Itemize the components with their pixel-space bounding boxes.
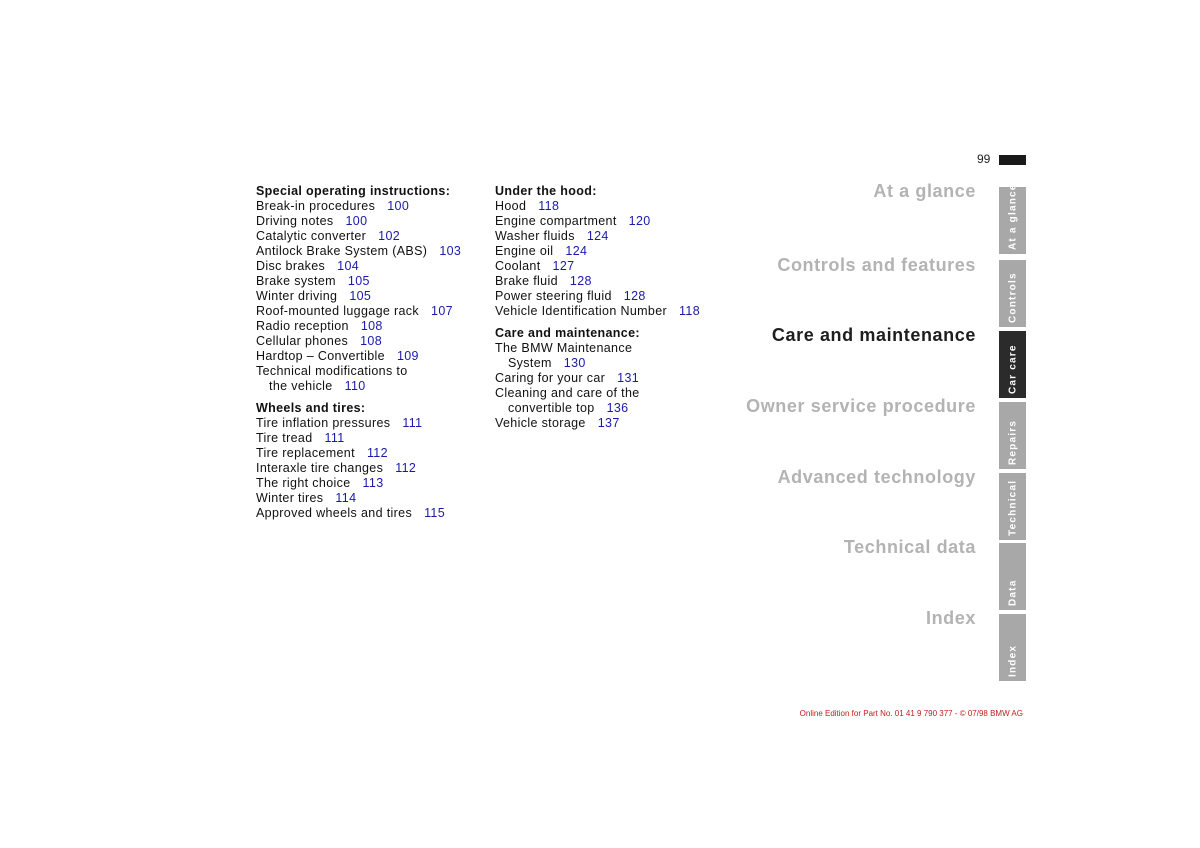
tab-car-care[interactable] bbox=[999, 331, 1026, 398]
tab-label: Car care bbox=[1007, 344, 1018, 394]
page-reference-link[interactable]: 109 bbox=[396, 349, 419, 363]
section-heading: Under the hood: bbox=[495, 184, 597, 198]
page-reference-link[interactable]: 130 bbox=[563, 356, 586, 370]
entry-text: Roof-mounted luggage rack bbox=[256, 304, 420, 318]
tab-label: Controls bbox=[1007, 272, 1018, 323]
entry-text: Tire tread bbox=[256, 431, 313, 445]
page-reference-link[interactable]: 131 bbox=[617, 371, 640, 385]
index-entry[interactable] bbox=[256, 259, 486, 274]
tab-label: At a glance bbox=[1007, 183, 1018, 250]
entry-continuation-text: System bbox=[508, 356, 552, 370]
entry-text: Approved wheels and tires bbox=[256, 506, 413, 520]
entry-text: Technical modifications to bbox=[256, 364, 408, 378]
index-entry[interactable] bbox=[256, 304, 486, 319]
entry-text: Interaxle tire changes bbox=[256, 461, 384, 475]
tab-at-a-glance[interactable] bbox=[999, 183, 1026, 254]
index-section bbox=[256, 401, 486, 521]
index-column-2 bbox=[495, 184, 725, 438]
page-reference-link[interactable]: 118 bbox=[538, 199, 560, 213]
page-reference-link[interactable]: 100 bbox=[387, 199, 410, 213]
index-entry[interactable] bbox=[495, 229, 725, 244]
index-entry[interactable] bbox=[256, 364, 486, 394]
page-reference-link[interactable]: 128 bbox=[623, 289, 646, 303]
tab-repairs[interactable] bbox=[999, 402, 1026, 469]
entry-text: Caring for your car bbox=[495, 371, 606, 385]
chapter-title-index[interactable]: Index bbox=[925, 608, 976, 628]
index-entry[interactable] bbox=[256, 476, 486, 491]
index-entry[interactable] bbox=[256, 461, 486, 476]
index-entry[interactable] bbox=[495, 244, 725, 259]
tab-index[interactable] bbox=[999, 614, 1026, 681]
index-entry[interactable] bbox=[256, 334, 486, 349]
page-reference-link[interactable]: 120 bbox=[628, 214, 651, 228]
entry-text: Winter tires bbox=[256, 491, 324, 505]
index-entry[interactable] bbox=[495, 371, 725, 386]
index-entry[interactable] bbox=[256, 491, 486, 506]
entry-text: Cellular phones bbox=[256, 334, 349, 348]
tab-technical[interactable] bbox=[999, 473, 1026, 540]
tab-label: Index bbox=[1007, 644, 1018, 677]
page-reference-link[interactable]: 103 bbox=[439, 244, 462, 258]
entry-text: Catalytic converter bbox=[256, 229, 367, 243]
entry-continuation-text: the vehicle bbox=[269, 379, 333, 393]
section-heading: Special operating instructions: bbox=[256, 184, 451, 198]
page-reference-link[interactable]: 105 bbox=[347, 274, 370, 288]
index-entry[interactable] bbox=[256, 274, 486, 289]
page-reference-link[interactable]: 111 bbox=[324, 431, 345, 445]
chapter-title-car-care[interactable]: Care and maintenance bbox=[771, 325, 976, 345]
index-entry[interactable] bbox=[256, 214, 486, 229]
entry-continuation bbox=[495, 401, 725, 416]
entry-text: Vehicle storage bbox=[495, 416, 586, 430]
entry-text: Tire replacement bbox=[256, 446, 355, 460]
entry-text: The right choice bbox=[256, 476, 351, 490]
index-section bbox=[495, 326, 725, 431]
index-entry[interactable] bbox=[256, 229, 486, 244]
index-entry[interactable] bbox=[256, 506, 486, 521]
page-reference-link[interactable]: 108 bbox=[360, 319, 383, 333]
page-reference-link[interactable]: 115 bbox=[424, 506, 446, 520]
index-entry[interactable] bbox=[256, 416, 486, 431]
entry-continuation-text: convertible top bbox=[508, 401, 595, 415]
entry-text: Break-in procedures bbox=[256, 199, 376, 213]
page-number: 99 bbox=[977, 152, 991, 166]
entry-text: Brake system bbox=[256, 274, 336, 288]
tab-controls[interactable] bbox=[999, 260, 1026, 327]
index-column-1 bbox=[256, 184, 486, 528]
tab-label: Technical bbox=[1007, 479, 1018, 536]
page-reference-link[interactable]: 124 bbox=[565, 244, 588, 258]
index-entry[interactable] bbox=[495, 274, 725, 289]
entry-continuation bbox=[256, 379, 486, 394]
entry-text: Coolant bbox=[495, 259, 541, 273]
entry-text: Engine oil bbox=[495, 244, 554, 258]
section-heading: Care and maintenance: bbox=[495, 326, 640, 340]
entry-text: Antilock Brake System (ABS) bbox=[256, 244, 428, 258]
index-entry[interactable] bbox=[495, 214, 725, 229]
entry-text: The BMW Maintenance bbox=[495, 341, 633, 355]
page-reference-link[interactable]: 104 bbox=[337, 259, 360, 273]
entry-text: Hood bbox=[495, 199, 527, 213]
index-section bbox=[495, 184, 725, 319]
entry-text: Driving notes bbox=[256, 214, 334, 228]
chapter-title-repairs[interactable]: Owner service procedure bbox=[746, 396, 976, 416]
page-reference-link[interactable]: 112 bbox=[395, 461, 417, 475]
chapter-title-controls[interactable]: Controls and features bbox=[777, 255, 976, 275]
index-entry[interactable] bbox=[256, 244, 486, 259]
page-reference-link[interactable]: 110 bbox=[344, 379, 366, 393]
entry-text: Winter driving bbox=[256, 289, 338, 303]
entry-text: Engine compartment bbox=[495, 214, 617, 228]
entry-text: Tire inflation pressures bbox=[256, 416, 391, 430]
index-entry[interactable] bbox=[495, 199, 725, 214]
section-heading: Wheels and tires: bbox=[256, 401, 366, 415]
page-reference-link[interactable]: 107 bbox=[431, 304, 453, 318]
index-section bbox=[256, 184, 486, 394]
entry-text: Washer fluids bbox=[495, 229, 575, 243]
page-reference-link[interactable]: 100 bbox=[345, 214, 368, 228]
page-reference-link[interactable]: 112 bbox=[366, 446, 388, 460]
chapter-title-technical[interactable]: Advanced technology bbox=[777, 467, 976, 487]
chapter-title-at-a-glance[interactable]: At a glance bbox=[873, 181, 976, 201]
index-entry[interactable] bbox=[256, 199, 486, 214]
index-entry[interactable] bbox=[495, 259, 725, 274]
page-reference-link[interactable]: 113 bbox=[362, 476, 384, 490]
page-reference-link[interactable]: 136 bbox=[606, 401, 629, 415]
index-entry[interactable] bbox=[256, 446, 486, 461]
index-entry[interactable] bbox=[256, 319, 486, 334]
page-number-bar bbox=[999, 155, 1026, 165]
entry-text: Cleaning and care of the bbox=[495, 386, 640, 400]
page-reference-link[interactable]: 127 bbox=[552, 259, 575, 273]
entry-text: Hardtop – Convertible bbox=[256, 349, 385, 363]
page-reference-link[interactable]: 124 bbox=[586, 229, 609, 243]
tab-data[interactable] bbox=[999, 543, 1026, 610]
chapter-title-data[interactable]: Technical data bbox=[843, 537, 976, 557]
index-entry[interactable] bbox=[256, 349, 486, 364]
page-reference-link[interactable]: 128 bbox=[569, 274, 592, 288]
entry-continuation bbox=[495, 356, 725, 371]
index-entry[interactable] bbox=[495, 304, 725, 319]
tab-label: Repairs bbox=[1007, 419, 1018, 465]
footer-edition-note: Online Edition for Part No. 01 41 9 790 377 - © 07/98 BMW AG bbox=[799, 709, 1023, 718]
page-reference-link[interactable]: 102 bbox=[378, 229, 401, 243]
page-reference-link[interactable]: 114 bbox=[335, 491, 357, 505]
index-entry[interactable] bbox=[495, 341, 725, 371]
index-entry[interactable] bbox=[256, 289, 486, 304]
index-entry[interactable] bbox=[495, 386, 725, 416]
entry-text: Brake fluid bbox=[495, 274, 558, 288]
page-reference-link[interactable]: 111 bbox=[402, 416, 423, 430]
page-reference-link[interactable]: 108 bbox=[360, 334, 383, 348]
page-reference-link[interactable]: 118 bbox=[679, 304, 701, 318]
index-entry[interactable] bbox=[495, 416, 725, 431]
index-entry[interactable] bbox=[495, 289, 725, 304]
index-entry[interactable] bbox=[256, 431, 486, 446]
page-reference-link[interactable]: 137 bbox=[597, 416, 620, 430]
page-reference-link[interactable]: 105 bbox=[349, 289, 372, 303]
entry-text: Power steering fluid bbox=[495, 289, 612, 303]
entry-text: Vehicle Identification Number bbox=[495, 304, 668, 318]
entry-text: Radio reception bbox=[256, 319, 349, 333]
tab-label: Data bbox=[1007, 579, 1018, 606]
entry-text: Disc brakes bbox=[256, 259, 326, 273]
